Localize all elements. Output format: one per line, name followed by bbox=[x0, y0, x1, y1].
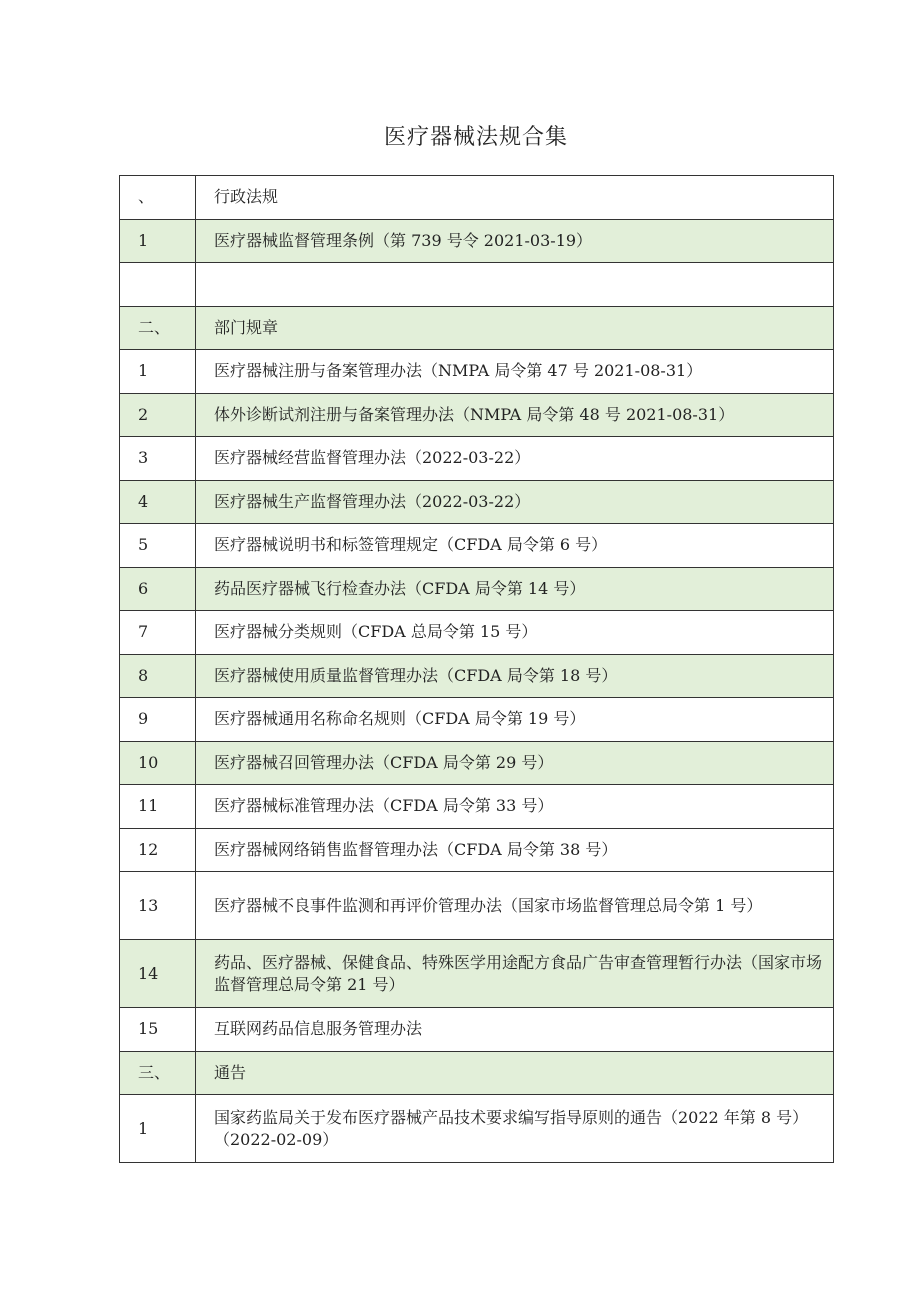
table-row bbox=[120, 1008, 834, 1052]
row-number: 1 bbox=[120, 219, 196, 263]
row-number: 二、 bbox=[120, 306, 196, 350]
table-row-empty bbox=[120, 263, 834, 307]
row-title: 医疗器械标准管理办法（CFDA 局令第 33 号） bbox=[196, 785, 834, 829]
row-title: 通告 bbox=[196, 1051, 834, 1095]
row-number: 14 bbox=[120, 940, 196, 1008]
row-number: 9 bbox=[120, 698, 196, 742]
row-title: 药品、医疗器械、保健食品、特殊医学用途配方食品广告审查管理暂行办法（国家市场监督管理总局令第 21 号） bbox=[196, 940, 834, 1008]
row-title: 药品医疗器械飞行检查办法（CFDA 局令第 14 号） bbox=[196, 567, 834, 611]
row-number: 4 bbox=[120, 480, 196, 524]
table-row bbox=[120, 698, 834, 742]
row-number: 6 bbox=[120, 567, 196, 611]
row-title: 医疗器械注册与备案管理办法（NMPA 局令第 47 号 2021-08-31） bbox=[196, 350, 834, 394]
row-title: 医疗器械不良事件监测和再评价管理办法（国家市场监督管理总局令第 1 号） bbox=[196, 872, 834, 940]
row-number: 10 bbox=[120, 741, 196, 785]
table-row bbox=[120, 872, 834, 940]
row-number: 三、 bbox=[120, 1051, 196, 1095]
row-title: 医疗器械生产监督管理办法（2022-03-22） bbox=[196, 480, 834, 524]
row-number: 5 bbox=[120, 524, 196, 568]
row-title: 医疗器械召回管理办法（CFDA 局令第 29 号） bbox=[196, 741, 834, 785]
row-title: 体外诊断试剂注册与备案管理办法（NMPA 局令第 48 号 2021-08-31） bbox=[196, 393, 834, 437]
table-row bbox=[120, 437, 834, 481]
row-number: 1 bbox=[120, 350, 196, 394]
table-row bbox=[120, 1095, 834, 1163]
row-number: 1 bbox=[120, 1095, 196, 1163]
table-row bbox=[120, 393, 834, 437]
table-row bbox=[120, 611, 834, 655]
page-title: 医疗器械法规合集 bbox=[383, 125, 568, 150]
table-row bbox=[120, 828, 834, 872]
table-row bbox=[120, 524, 834, 568]
row-title: 互联网药品信息服务管理办法 bbox=[196, 1008, 834, 1052]
row-number: 8 bbox=[120, 654, 196, 698]
table-row bbox=[120, 654, 834, 698]
row-number: 、 bbox=[120, 176, 196, 220]
row-title: 医疗器械分类规则（CFDA 总局令第 15 号） bbox=[196, 611, 834, 655]
row-title: 医疗器械使用质量监督管理办法（CFDA 局令第 18 号） bbox=[196, 654, 834, 698]
row-title: 医疗器械网络销售监督管理办法（CFDA 局令第 38 号） bbox=[196, 828, 834, 872]
row-number: 3 bbox=[120, 437, 196, 481]
row-title: 行政法规 bbox=[196, 176, 834, 220]
table-row bbox=[120, 940, 834, 1008]
table-row bbox=[120, 480, 834, 524]
table-row bbox=[120, 567, 834, 611]
row-number: 13 bbox=[120, 872, 196, 940]
section-header-row bbox=[120, 306, 834, 350]
row-title: 医疗器械说明书和标签管理规定（CFDA 局令第 6 号） bbox=[196, 524, 834, 568]
row-number: 7 bbox=[120, 611, 196, 655]
row-number: 11 bbox=[120, 785, 196, 829]
row-number: 12 bbox=[120, 828, 196, 872]
row-number: 2 bbox=[120, 393, 196, 437]
table-row bbox=[120, 350, 834, 394]
regulations-table bbox=[119, 175, 834, 1163]
row-title: 医疗器械监督管理条例（第 739 号令 2021-03-19） bbox=[196, 219, 834, 263]
row-title: 国家药监局关于发布医疗器械产品技术要求编写指导原则的通告（2022 年第 8 号）（2022-02-09） bbox=[196, 1095, 834, 1163]
table-row bbox=[120, 176, 834, 220]
table-row bbox=[120, 219, 834, 263]
row-title: 医疗器械通用名称命名规则（CFDA 局令第 19 号） bbox=[196, 698, 834, 742]
row-title bbox=[196, 263, 834, 307]
row-title: 部门规章 bbox=[196, 306, 834, 350]
row-title: 医疗器械经营监督管理办法（2022-03-22） bbox=[196, 437, 834, 481]
row-number bbox=[120, 263, 196, 307]
row-number: 15 bbox=[120, 1008, 196, 1052]
table-row bbox=[120, 785, 834, 829]
table-row bbox=[120, 741, 834, 785]
section-header-row bbox=[120, 1051, 834, 1095]
